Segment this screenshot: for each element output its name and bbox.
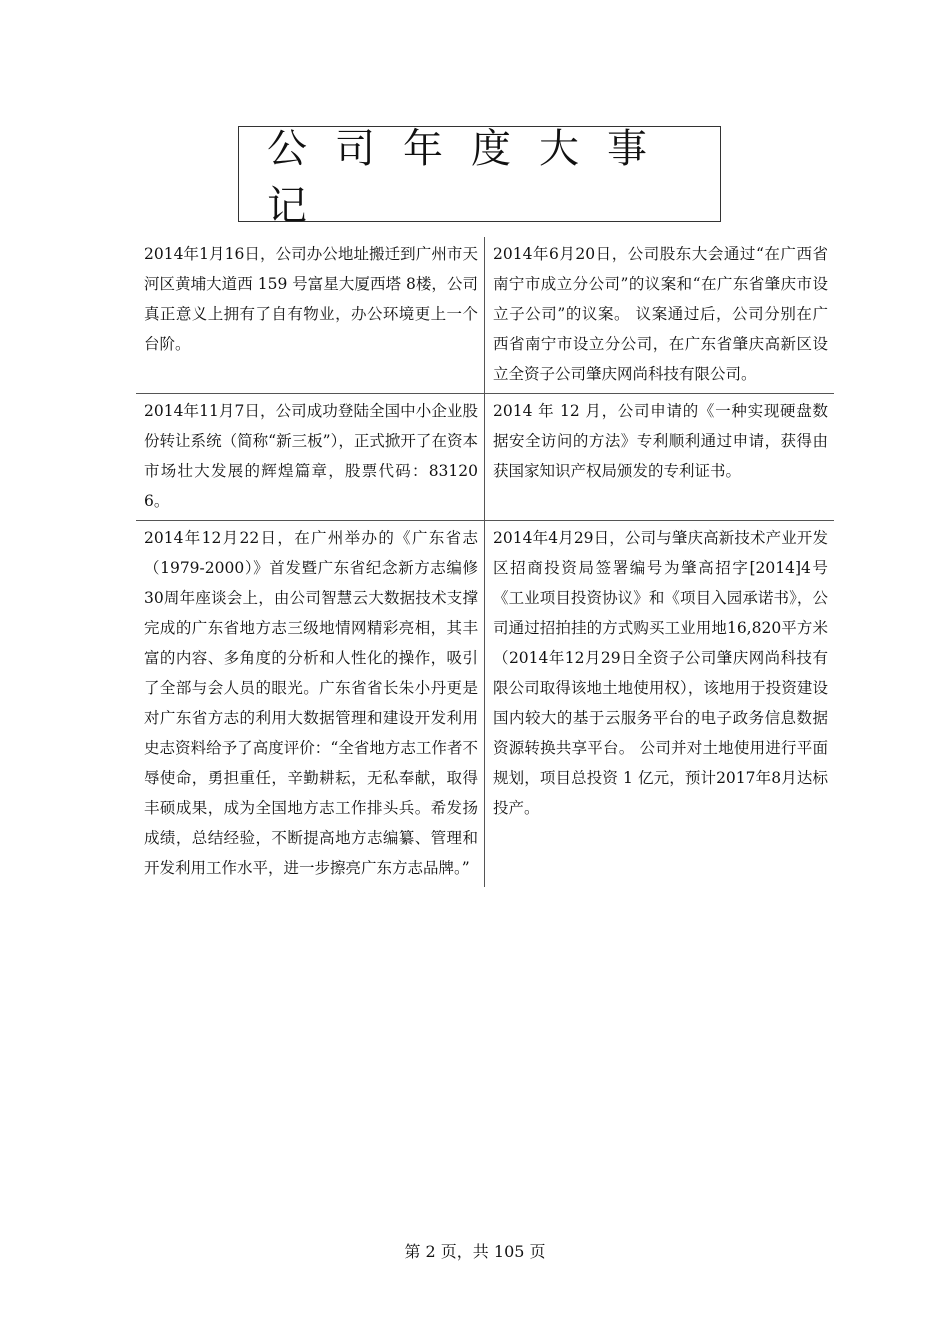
page-title: 公司年度大事记 (267, 126, 675, 229)
event-cell: 2014 年 12 月，公司申请的《一种实现硬盘数据安全访问的方法》专利顺利通过申请，获得由获国家知识产权局颁发的专利证书。 (485, 394, 835, 521)
events-table (136, 237, 834, 887)
event-row (136, 237, 834, 394)
event-row (136, 521, 834, 888)
event-cell: 2014年6月20日，公司股东大会通过“在广西省南宁市成立分公司”的议案和“在广东省肇庆市设立子公司”的议案。 议案通过后，公司分别在广西省南宁市设立分公司，在广东省肇庆高新区设立全资子公司肇庆网尚科技有限公司。 (493, 245, 828, 383)
event-cell: 2014年12月22日，在广州举办的《广东省志（1979-2000）》首发暨广东省纪念新方志编修30周年座谈会上，由公司智慧云大数据技术支撑完成的广东省地方志三级地情网精彩亮相，其丰富的内容、多角度的分析和人性化的操作，吸引了全部与会人员的眼光。广东省省长朱小丹更是对广东省方志的利用大数据管理和建设开发利用史志资料给予了高度评价：“全省地方志工作者不辱使命，勇担重任，辛勤耕耘，无私奉献，取得丰硕成果，成为全国地方志工作排头兵。希发扬成绩，总结经验，不断提高地方志编纂、管理和开发利用工作水平，进一步擦亮广东方志品牌。” (136, 521, 485, 888)
event-row (136, 394, 834, 521)
title-box (238, 126, 721, 229)
event-cell: 2014年1月16日，公司办公地址搬迁到广州市天河区黄埔大道西 159 号富星大厦西塔 8楼，公司真正意义上拥有了自有物业，办公环境更上一个台阶。 (136, 237, 485, 394)
page-number: 第 2 页，共 105 页 (404, 1242, 546, 1261)
event-cell: 2014年4月29日，公司与肇庆高新技术产业开发区招商投资局签署编号为肇高招字[2014]4号《工业项目投资协议》和《项目入园承诺书》，公司通过招拍挂的方式购买工业用地16,820平方米（2014年12月29日全资子公司肇庆网尚科技有限公司取得该地土地使用权），该地用于投资建设国内较大的基于云服务平台的电子政务信息数据资源转换共享平台。 公司并对土地使用进行平面规划，项目总投资 1 亿元，预计2017年8月达标投产。 (485, 521, 835, 888)
event-cell: 2014年11月7日，公司成功登陆全国中小企业股份转让系统（简称“新三板”），正式掀开了在资本市场壮大发展的辉煌篇章，股票代码：831206。 (136, 394, 485, 521)
